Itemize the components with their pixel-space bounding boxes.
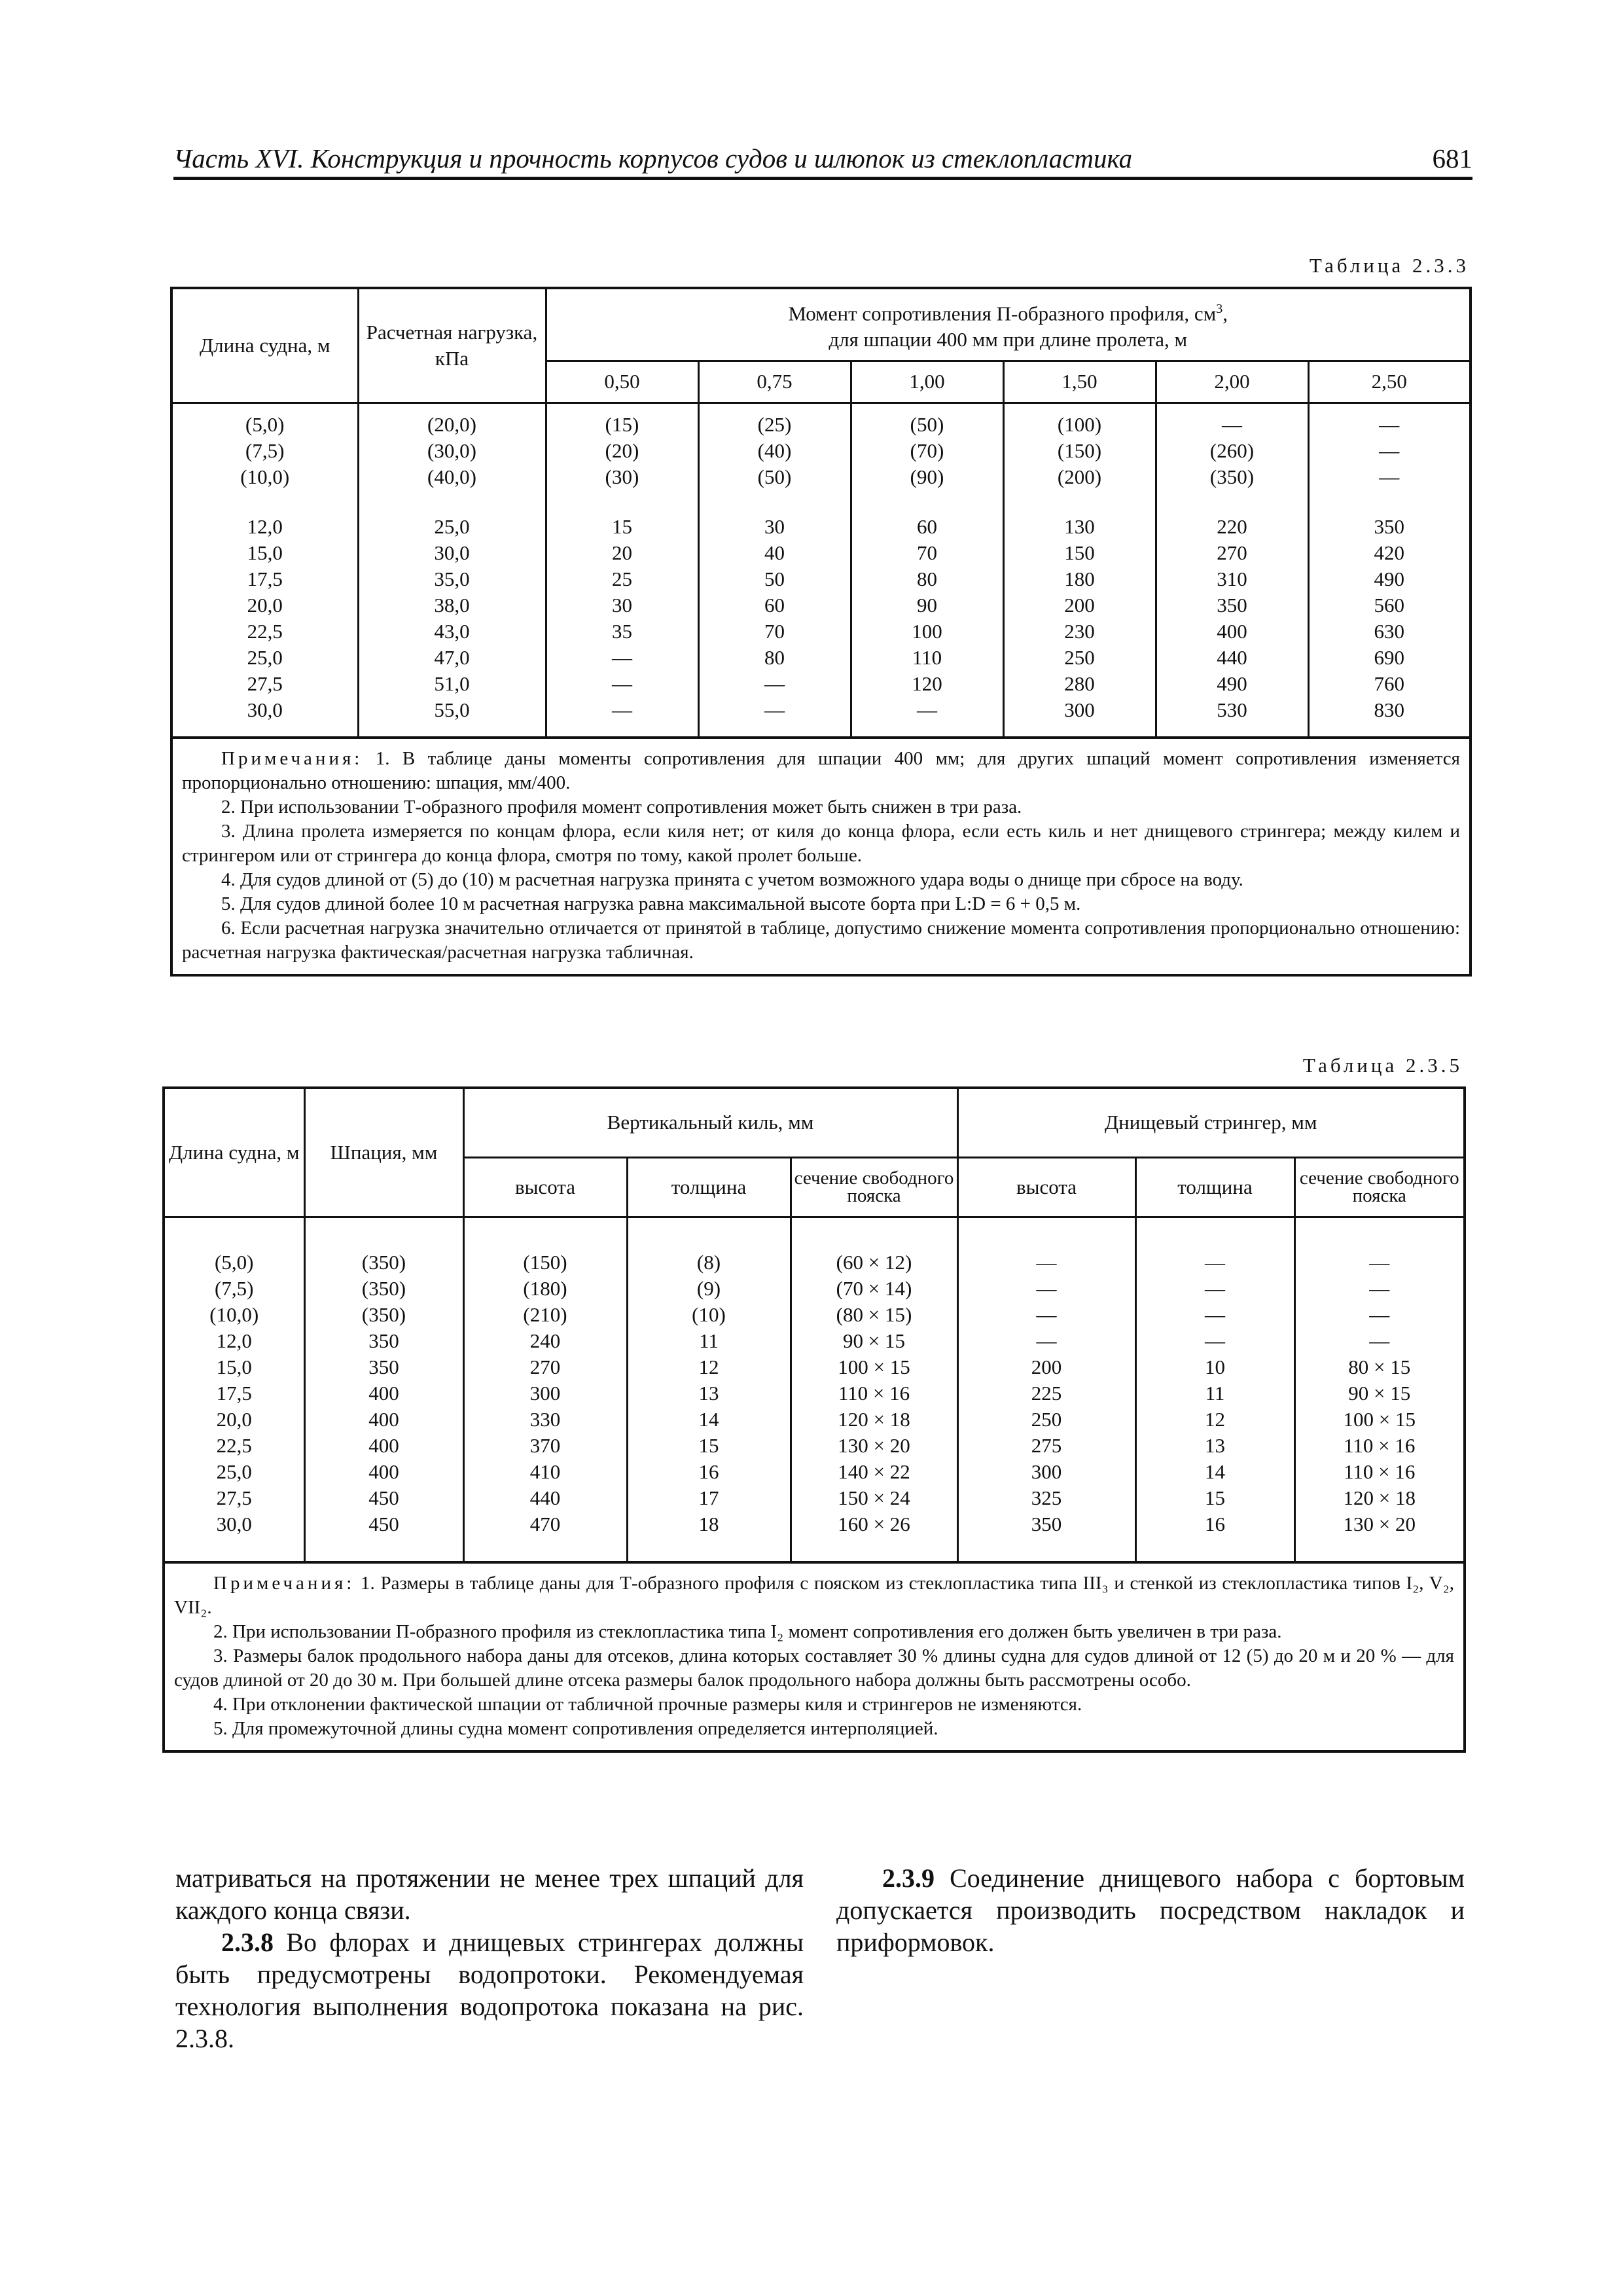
table-cell: 350: [368, 1329, 399, 1352]
table-cell: 30,0: [247, 698, 283, 721]
table-cell: (350): [1209, 465, 1255, 488]
table-cell: 100: [912, 619, 942, 643]
note-text: 5. Для судов длиной более 10 м расчетная нагрузка равна максимальной высоте борта при L:D = 6 + 0,5 м.: [221, 893, 1081, 914]
table-cell: —: [1369, 1302, 1390, 1326]
table-cell: 350: [1031, 1512, 1062, 1535]
table-cell: 43,0: [434, 619, 470, 643]
table-cell: 330: [529, 1407, 561, 1431]
table-cell-column: [1308, 514, 1471, 738]
span-header: 2,50: [1308, 361, 1471, 403]
clause-text: Во флорах и днищевых стрингерах должны быть предусмотрены водопротоки. Рекомендуемая технология выполнения водопротока показана на рис. 2.3.8.: [175, 1928, 804, 2053]
table-cell: 70: [917, 541, 937, 564]
table-cell: 22,5: [247, 619, 283, 643]
table-row-group: [171, 403, 1471, 514]
clause-number: 2.3.9: [882, 1863, 935, 1893]
table-cell: —: [1369, 1250, 1390, 1274]
table-cell: 440: [1217, 645, 1247, 669]
col-header-spacing: Шпация, мм: [304, 1088, 463, 1217]
table-cell: (7,5): [245, 439, 285, 462]
table-cell-column: [546, 514, 698, 738]
col-header-moment: [546, 288, 1471, 361]
table-cell: (30): [605, 465, 639, 488]
note-item: [182, 819, 1460, 868]
table-cell: 12: [1205, 1407, 1225, 1431]
table-cell: 12,0: [247, 514, 283, 538]
note-item: [182, 747, 1460, 795]
table-cell: —: [1205, 1276, 1225, 1300]
table-cell: 60: [764, 593, 785, 617]
table-cell: 15: [698, 1433, 719, 1457]
table-cell: (50): [910, 412, 944, 436]
table-cell-column: [1156, 403, 1308, 514]
table-cell: 310: [1217, 567, 1247, 590]
page-header: [173, 137, 1472, 180]
table-cell: —: [1036, 1276, 1057, 1300]
table-cell: 15: [1205, 1486, 1225, 1509]
col-header-load: Расчетная нагрузка, кПа: [358, 288, 546, 403]
table-cell: (180): [523, 1276, 567, 1300]
table-cell: 275: [1031, 1433, 1062, 1457]
table-cell: —: [612, 672, 632, 695]
table-cell: 630: [1374, 619, 1404, 643]
table-cell: 30: [764, 514, 785, 538]
keel-section-header: сечение свободного пояска: [791, 1157, 957, 1217]
notes-title: Примечания:: [213, 1572, 355, 1594]
table-cell: 120 × 18: [838, 1407, 910, 1431]
table-cell-column: [1308, 403, 1471, 514]
table-2-3-5-notes: [164, 1562, 1465, 1751]
table-cell: 80: [917, 567, 937, 590]
note-item: [174, 1717, 1454, 1741]
table-cell: —: [764, 698, 785, 721]
body-paragraph-2-3-9: [836, 1862, 1465, 1958]
table-cell: 10: [1205, 1355, 1225, 1378]
table-cell: 350: [1217, 593, 1247, 617]
table-cell: —: [1205, 1302, 1225, 1326]
table-cell: 18: [698, 1512, 719, 1535]
table-cell: 14: [698, 1407, 719, 1431]
table-cell: 90: [917, 593, 937, 617]
table-cell: 230: [1064, 619, 1095, 643]
table-cell: 55,0: [434, 698, 470, 721]
note-text: 1. В таблице даны моменты сопротивления для шпации 400 мм; для других шпаций момент сопротивления изменяется пропорционально отношению: шпация, мм/400.: [182, 747, 1460, 793]
table-cell: —: [612, 645, 632, 669]
note-text: 2. При использовании Т-образного профиля момент сопротивления может быть снижен в три раза.: [221, 796, 1022, 817]
table-cell: 12,0: [216, 1329, 252, 1352]
table-cell: 80: [764, 645, 785, 669]
note-text: 3. Размеры балок продольного набора даны для отсеков, длина которых составляет 30 % длины судна для судов длиной от 12 (5) до 20 м и 20 % — для судов длиной от 20 до 30 м. При большей длине отсека размеры балок продольного набора должны быть рассмотрены особо.: [174, 1645, 1454, 1691]
table-cell: 13: [698, 1381, 719, 1405]
page-number: 681: [1432, 143, 1472, 173]
table-cell-column: [171, 514, 358, 738]
table-cell: (350): [361, 1302, 406, 1326]
note-text: 5. Для промежуточной длины судна момент сопротивления определяется интерполяцией.: [213, 1717, 938, 1739]
table-cell: 220: [1217, 514, 1247, 538]
note-text: 1. Размеры в таблице даны для Т-образного профиля с пояском из стеклопластика типа III₃ и стенкой из стеклопластика типов I₂, V₂, VII₂.: [174, 1572, 1454, 1618]
stringer-section-header: сечение свободного пояска: [1294, 1157, 1465, 1217]
table-cell: 560: [1374, 593, 1404, 617]
table-cell: (70 × 14): [836, 1276, 912, 1300]
table-cell: 200: [1064, 593, 1095, 617]
table-cell: 490: [1374, 567, 1404, 590]
table-cell: 250: [1031, 1407, 1062, 1431]
table-cell: —: [1036, 1329, 1057, 1352]
table-cell: 200: [1031, 1355, 1062, 1378]
table-cell: 16: [698, 1460, 719, 1483]
table-cell: —: [612, 698, 632, 721]
table-cell: 450: [368, 1486, 399, 1509]
table-cell: 400: [1217, 619, 1247, 643]
table-2-3-5: [162, 1086, 1466, 1753]
table-cell: 60: [917, 514, 937, 538]
table-cell: 300: [529, 1381, 561, 1405]
note-item: [174, 1571, 1454, 1620]
col-header-keel: Вертикальный киль, мм: [463, 1088, 957, 1157]
table-cell: 120 × 18: [1343, 1486, 1416, 1509]
table-cell: 16: [1205, 1512, 1225, 1535]
table-cell: 70: [764, 619, 785, 643]
table-cell-column: [304, 1217, 463, 1562]
body-paragraph: матриваться на протяжении не менее трех шпаций для каждого конца связи.: [175, 1863, 804, 1925]
table-row-group: [171, 514, 1471, 738]
note-item: [182, 916, 1460, 965]
table-cell: (40): [757, 439, 792, 462]
body-paragraph-2-3-8: [175, 1926, 804, 2054]
table-cell: 530: [1217, 698, 1247, 721]
table-cell: 470: [529, 1512, 561, 1535]
table-cell: 180: [1064, 567, 1095, 590]
table-cell: 400: [368, 1407, 399, 1431]
table-cell: 830: [1374, 698, 1404, 721]
table-cell: 130 × 20: [838, 1433, 910, 1457]
note-text: 4. При отклонении фактической шпации от табличной прочные размеры киля и стрингеров не изменяются.: [213, 1693, 1082, 1715]
table-2-3-3-notes: [171, 738, 1471, 975]
table-cell: 270: [529, 1355, 561, 1378]
table-cell: 160 × 26: [838, 1512, 910, 1535]
moment-header-text: Момент сопротивления П-образного профиля, см: [788, 302, 1217, 325]
note-item: [174, 1620, 1454, 1644]
table-cell: 30: [612, 593, 632, 617]
stringer-thickness-header: толщина: [1135, 1157, 1294, 1217]
table-row-group: [164, 1217, 1465, 1562]
table-cell-column: [791, 1217, 957, 1562]
table-cell: 760: [1374, 672, 1404, 695]
table-cell: (10): [692, 1302, 726, 1326]
table-cell: 370: [529, 1433, 561, 1457]
table-cell: (10,0): [209, 1302, 259, 1326]
table-cell-column: [358, 403, 546, 514]
note-item: [182, 795, 1460, 819]
table-label-2-3-5: Таблица 2.3.5: [1302, 1054, 1463, 1077]
table-cell: 150: [1064, 541, 1095, 564]
table-cell: —: [764, 672, 785, 695]
table-cell: (7,5): [215, 1276, 254, 1300]
table-cell: (200): [1057, 465, 1102, 488]
table-cell: 22,5: [216, 1433, 252, 1457]
table-cell: (15): [605, 412, 639, 436]
table-cell: 690: [1374, 645, 1404, 669]
table-cell: 50: [764, 567, 785, 590]
running-title: Часть XVI. Конструкция и прочность корпусов судов и шлюпок из стеклопластика: [173, 143, 1133, 173]
table-cell: —: [1205, 1329, 1225, 1352]
table-cell: 300: [1031, 1460, 1062, 1483]
table-cell: 350: [1374, 514, 1404, 538]
keel-thickness-header: толщина: [627, 1157, 791, 1217]
table-cell: (150): [1057, 439, 1102, 462]
table-cell-column: [957, 1217, 1135, 1562]
table-cell: 27,5: [247, 672, 283, 695]
table-cell: 250: [1064, 645, 1095, 669]
table-cell: —: [1379, 412, 1400, 436]
table-cell: (80 × 15): [836, 1302, 912, 1326]
table-cell-column: [164, 1217, 304, 1562]
table-cell: (40,0): [427, 465, 476, 488]
span-header: 2,00: [1156, 361, 1308, 403]
moment-header-sup: 3: [1216, 302, 1223, 317]
table-cell-column: [851, 403, 1003, 514]
table-cell-column: [627, 1217, 791, 1562]
table-cell: (90): [910, 465, 944, 488]
table-cell: (30,0): [427, 439, 476, 462]
stringer-height-header: высота: [957, 1157, 1135, 1217]
table-cell: (350): [361, 1250, 406, 1274]
table-cell-column: [1294, 1217, 1465, 1562]
table-cell: 450: [368, 1512, 399, 1535]
table-cell-column: [1135, 1217, 1294, 1562]
table-cell: 100 × 15: [838, 1355, 910, 1378]
table-cell: 51,0: [434, 672, 470, 695]
table-cell: 25,0: [434, 514, 470, 538]
table-cell: 35: [612, 619, 632, 643]
table-cell: 140 × 22: [838, 1460, 910, 1483]
span-header: 1,50: [1003, 361, 1156, 403]
table-cell: (210): [523, 1302, 567, 1326]
table-cell: 14: [1205, 1460, 1225, 1483]
table-cell: (20,0): [427, 412, 476, 436]
table-cell-column: [851, 514, 1003, 738]
table-cell: 110 × 16: [1344, 1460, 1416, 1483]
table-cell: 110 × 16: [1344, 1433, 1416, 1457]
table-cell: (350): [361, 1276, 406, 1300]
table-cell: (150): [523, 1250, 567, 1274]
table-cell: (25): [757, 412, 792, 436]
span-header: 0,50: [546, 361, 698, 403]
table-cell: 325: [1031, 1486, 1062, 1509]
table-cell: 20,0: [247, 593, 283, 617]
note-item: [182, 868, 1460, 892]
table-cell: 130: [1064, 514, 1095, 538]
table-cell: 400: [368, 1381, 399, 1405]
table-cell: (8): [696, 1250, 721, 1274]
table-cell: 130 × 20: [1343, 1512, 1416, 1535]
table-cell: 47,0: [434, 645, 470, 669]
table-cell: 17,5: [247, 567, 283, 590]
table-cell: (100): [1057, 412, 1102, 436]
table-cell: 15,0: [216, 1355, 252, 1378]
table-cell: (50): [757, 465, 792, 488]
notes-title: Примечания:: [221, 747, 363, 769]
table-cell: 25: [612, 567, 632, 590]
table-cell-column: [546, 403, 698, 514]
table-cell: 17: [698, 1486, 719, 1509]
moment-header-comma: ,: [1222, 302, 1228, 325]
table-cell: 300: [1064, 698, 1095, 721]
table-cell: (9): [696, 1276, 721, 1300]
table-cell: 400: [368, 1433, 399, 1457]
table-cell-column: [1156, 514, 1308, 738]
table-cell: (5,0): [245, 412, 285, 436]
table-cell: 30,0: [216, 1512, 252, 1535]
table-cell: —: [1036, 1250, 1057, 1274]
body-right-column: [836, 1862, 1465, 1958]
note-text: 2. При использовании П-образного профиля из стеклопластика типа I₂ момент сопротивления его должен быть увеличен в три раза.: [213, 1621, 1282, 1642]
table-cell: 225: [1031, 1381, 1062, 1405]
table-cell: —: [1205, 1250, 1225, 1274]
span-header: 0,75: [698, 361, 851, 403]
table-cell-column: [463, 1217, 627, 1562]
table-cell: (20): [605, 439, 639, 462]
table-cell: (5,0): [215, 1250, 254, 1274]
table-2-3-3: [170, 287, 1472, 977]
table-cell: 270: [1217, 541, 1247, 564]
table-cell: 38,0: [434, 593, 470, 617]
table-cell: 350: [368, 1355, 399, 1378]
table-cell: 280: [1064, 672, 1095, 695]
table-cell: 90 × 15: [1348, 1381, 1411, 1405]
table-cell: 490: [1217, 672, 1247, 695]
table-cell: 20: [612, 541, 632, 564]
table-cell: 11: [699, 1329, 719, 1352]
table-cell: (260): [1209, 439, 1255, 462]
table-cell: 120: [912, 672, 942, 695]
note-text: 4. Для судов длиной от (5) до (10) м расчетная нагрузка принята с учетом возможного удара воды о днище при сбросе на воду.: [221, 869, 1243, 890]
table-cell: 11: [1205, 1381, 1225, 1405]
keel-height-header: высота: [463, 1157, 627, 1217]
table-cell: —: [1369, 1276, 1390, 1300]
clause-number: 2.3.8: [221, 1928, 274, 1957]
note-text: 3. Длина пролета измеряется по концам флора, если киля нет; от киля до конца флора, если есть киль и нет днищевого стрингера; между килем и стрингером или от стрингера до конца флора, смотря по тому, какой пролет больше.: [182, 820, 1460, 866]
table-cell-column: [358, 514, 546, 738]
col-header-length: Длина судна, м: [171, 288, 358, 403]
note-item: [174, 1693, 1454, 1717]
table-cell: 410: [529, 1460, 561, 1483]
note-item: [182, 892, 1460, 916]
table-cell: 15: [612, 514, 632, 538]
table-cell: 110 × 16: [838, 1381, 910, 1405]
table-cell: 30,0: [434, 541, 470, 564]
table-cell: 240: [529, 1329, 561, 1352]
table-cell: —: [1379, 439, 1400, 462]
table-cell: 17,5: [216, 1381, 252, 1405]
table-cell: 15,0: [247, 541, 283, 564]
table-cell: 27,5: [216, 1486, 252, 1509]
table-cell-column: [1003, 403, 1156, 514]
table-cell: —: [1036, 1302, 1057, 1326]
table-cell: 13: [1205, 1433, 1225, 1457]
table-cell: (10,0): [240, 465, 290, 488]
table-cell: 25,0: [247, 645, 283, 669]
col-header-length: Длина судна, м: [164, 1088, 304, 1217]
table-cell: 80 × 15: [1348, 1355, 1411, 1378]
note-item: [174, 1644, 1454, 1693]
table-cell: (60 × 12): [836, 1250, 912, 1274]
table-cell: 420: [1374, 541, 1404, 564]
col-header-stringer: Днищевый стрингер, мм: [957, 1088, 1465, 1157]
table-cell-column: [698, 403, 851, 514]
table-cell: 90 × 15: [843, 1329, 905, 1352]
moment-header-line2: для шпации 400 мм при длине пролета, м: [829, 328, 1188, 351]
table-cell: 150 × 24: [838, 1486, 910, 1509]
span-header: 1,00: [851, 361, 1003, 403]
table-cell-column: [698, 514, 851, 738]
table-cell: 440: [529, 1486, 561, 1509]
table-cell: 25,0: [216, 1460, 252, 1483]
table-cell-column: [171, 403, 358, 514]
table-label-2-3-3: Таблица 2.3.3: [1309, 254, 1469, 277]
table-cell: 40: [764, 541, 785, 564]
table-cell: 20,0: [216, 1407, 252, 1431]
table-cell: —: [1369, 1329, 1390, 1352]
table-cell: —: [1379, 465, 1400, 488]
body-left-column: [175, 1862, 804, 2054]
table-cell: (70): [910, 439, 944, 462]
table-cell: 35,0: [434, 567, 470, 590]
table-cell: 110: [912, 645, 942, 669]
table-cell: 12: [698, 1355, 719, 1378]
table-cell: —: [1222, 412, 1242, 436]
note-text: 6. Если расчетная нагрузка значительно отличается от принятой в таблице, допустимо снижение момента сопротивления пропорционально отношению: расчетная нагрузка фактическая/расчетная нагрузка табличная.: [182, 917, 1460, 963]
table-cell-column: [1003, 514, 1156, 738]
clause-text: Соединение днищевого набора с бортовым допускается производить посредством накладок и приформовок.: [836, 1863, 1465, 1957]
table-cell: 400: [368, 1460, 399, 1483]
table-cell: 100 × 15: [1343, 1407, 1416, 1431]
table-cell: —: [917, 698, 937, 721]
